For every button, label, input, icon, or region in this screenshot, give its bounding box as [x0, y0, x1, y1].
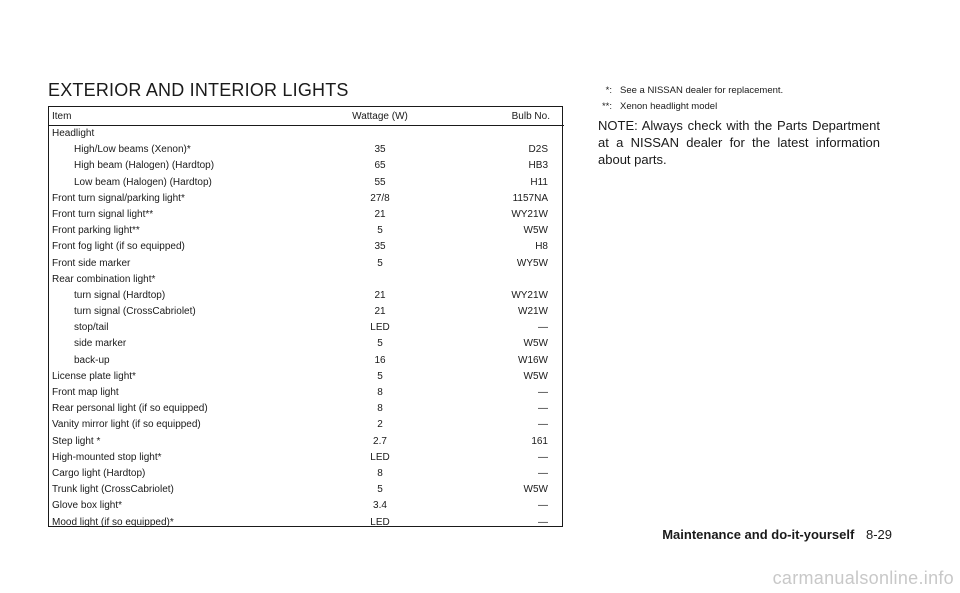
wattage-cell: 8 — [377, 467, 383, 479]
item-cell: turn signal (Hardtop) — [74, 289, 166, 301]
item-cell: High-mounted stop light* — [52, 451, 162, 463]
header-wattage: Wattage (W) — [314, 107, 446, 126]
bulb-cell: W5W — [523, 338, 548, 350]
item-cell: Glove box light* — [52, 500, 123, 512]
bulb-cell: — — [538, 516, 548, 528]
item-cell: back-up — [74, 354, 110, 366]
bulb-cell: 1157NA — [512, 192, 548, 204]
bulb-cell: D2S — [528, 144, 548, 156]
bulb-cell: WY21W — [511, 289, 548, 301]
item-cell: Rear personal light (if so equipped) — [52, 403, 208, 415]
bulb-cell: W5W — [523, 484, 548, 496]
item-cell: side marker — [74, 338, 127, 350]
wattage-cell: 65 — [374, 160, 386, 172]
item-cell: Headlight — [52, 128, 95, 139]
section-title: EXTERIOR AND INTERIOR LIGHTS — [48, 80, 349, 100]
wattage-cell: 2 — [377, 419, 383, 431]
footer-section-title: Maintenance and do-it-yourself — [662, 527, 855, 542]
lights-table — [48, 106, 563, 527]
wattage-cell — [314, 126, 446, 142]
bulb-cell: — — [538, 403, 548, 415]
item-column — [49, 126, 314, 531]
item-cell: Cargo light (Hardtop) — [52, 467, 146, 479]
wattage-cell: 5 — [377, 484, 383, 496]
item-cell: Vanity mirror light (if so equipped) — [52, 419, 201, 431]
wattage-cell: 35 — [374, 241, 386, 253]
footnote-text: See a NISSAN dealer for replacement. — [620, 85, 784, 96]
wattage-cell: 8 — [377, 387, 383, 398]
wattage-cell: 2.7 — [373, 435, 387, 447]
item-cell: Low beam (Halogen) (Hardtop) — [74, 176, 212, 188]
wattage-cell: 55 — [374, 176, 386, 188]
wattage-cell: 35 — [374, 144, 386, 156]
item-cell: Front map light — [52, 387, 119, 398]
footnote — [598, 99, 918, 115]
bulb-cell: W16W — [518, 354, 548, 366]
item-cell: High/Low beams (Xenon)* — [74, 144, 191, 156]
item-cell: High beam (Halogen) (Hardtop) — [74, 160, 215, 172]
bulb-cell: 161 — [531, 435, 548, 447]
item-cell: Step light * — [52, 435, 101, 447]
wattage-cell: 8 — [377, 403, 383, 415]
wattage-cell: 5 — [377, 257, 383, 269]
page-number: 8-29 — [865, 527, 892, 542]
bulb-cell: H11 — [530, 176, 548, 188]
item-cell: turn signal (CrossCabriolet) — [74, 306, 196, 318]
bulb-cell: W5W — [523, 225, 548, 237]
bulb-cell: — — [538, 451, 548, 463]
wattage-cell — [314, 272, 446, 288]
wattage-cell: 5 — [377, 338, 383, 350]
bulb-column — [446, 126, 564, 531]
item-cell: Front turn signal/parking light* — [52, 192, 185, 204]
footnote-text: Xenon headlight model — [620, 101, 718, 112]
item-cell: Rear combination light* — [52, 273, 156, 285]
table-header-row — [49, 107, 564, 126]
wattage-cell: 21 — [374, 208, 386, 220]
item-cell: Front turn signal light** — [52, 208, 154, 220]
bulb-cell — [446, 272, 564, 288]
footnote-mark: **: — [601, 101, 612, 112]
wattage-cell: 5 — [377, 225, 383, 237]
wattage-cell: LED — [370, 516, 390, 528]
bulb-cell: — — [538, 467, 548, 479]
wattage-cell: 21 — [374, 306, 386, 318]
header-item: Item — [49, 107, 314, 126]
bulb-cell: — — [538, 387, 548, 398]
item-cell: Front side marker — [52, 257, 131, 269]
table-body-row — [49, 126, 564, 531]
wattage-cell: LED — [370, 451, 390, 463]
bulb-cell: — — [538, 500, 548, 512]
bulb-cell — [446, 126, 564, 142]
bulb-cell: — — [538, 419, 548, 431]
bulb-cell: WY5W — [516, 257, 548, 269]
wattage-cell: 16 — [374, 354, 386, 366]
wattage-cell: 21 — [374, 289, 386, 301]
item-cell: Front parking light** — [52, 225, 140, 237]
footnote-mark: *: — [605, 85, 612, 96]
item-cell: Mood light (if so equipped)* — [52, 516, 174, 528]
wattage-cell: 5 — [377, 370, 383, 382]
wattage-cell: 27/8 — [370, 192, 390, 204]
watermark: carmanualsonline.info — [772, 568, 954, 588]
parts-note: NOTE: Always check with the Parts Department at a NISSAN dealer for the latest information about parts. — [598, 118, 880, 167]
bulb-cell: W5W — [523, 370, 548, 382]
bulb-cell: HB3 — [528, 160, 548, 172]
page-footer — [662, 527, 892, 542]
item-cell: Trunk light (CrossCabriolet) — [52, 484, 174, 496]
wattage-cell: LED — [370, 322, 390, 334]
wattage-column — [314, 126, 446, 531]
bulb-cell: H8 — [535, 241, 548, 253]
footnote — [598, 83, 918, 99]
footnotes — [598, 83, 918, 115]
bulb-cell: — — [538, 322, 548, 334]
item-cell: Front fog light (if so equipped) — [52, 241, 185, 253]
bulb-cell: W21W — [518, 306, 548, 318]
header-bulb-no: Bulb No. — [446, 107, 564, 126]
wattage-cell: 3.4 — [373, 500, 387, 512]
item-cell: License plate light* — [52, 370, 136, 382]
item-cell: stop/tail — [74, 322, 109, 334]
bulb-cell: WY21W — [511, 208, 548, 220]
